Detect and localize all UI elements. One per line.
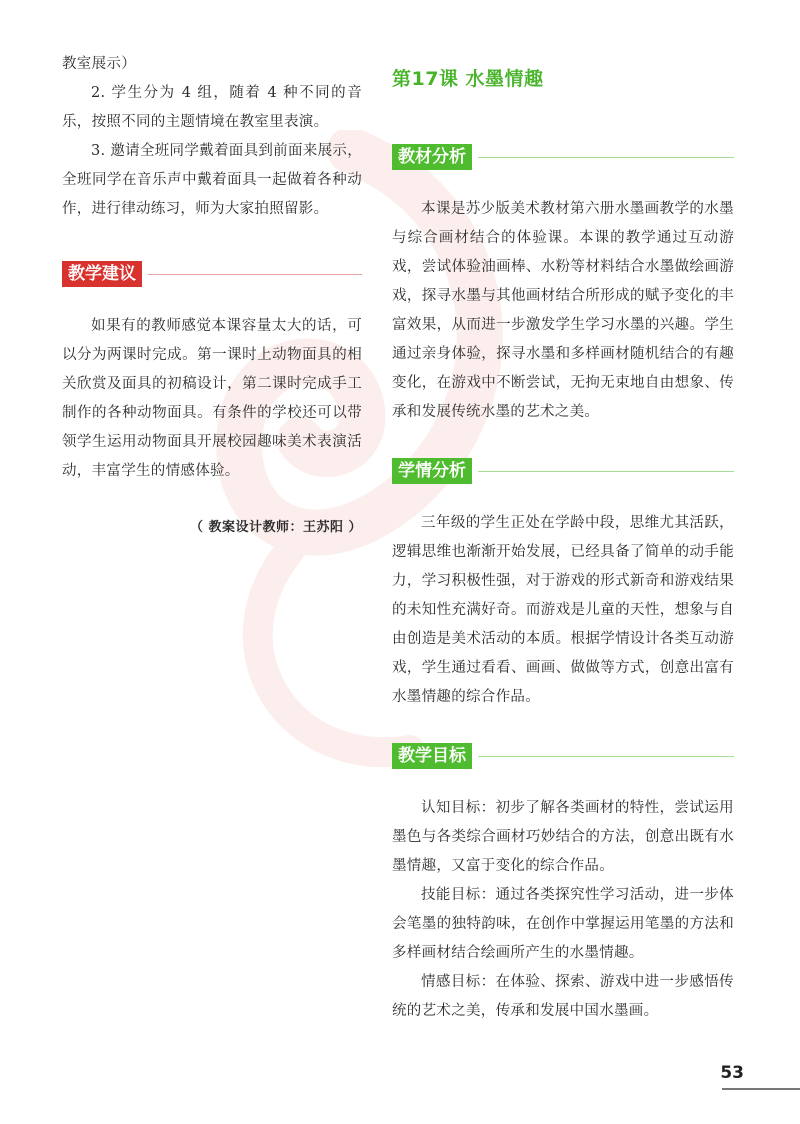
student-analysis-label: 学情分析	[392, 458, 472, 484]
page-number-rule	[722, 1088, 800, 1090]
teaching-suggestion-heading	[62, 260, 362, 288]
heading-rule	[148, 274, 362, 275]
student-analysis-heading	[392, 457, 734, 485]
intro-paragraph-1: 教室展示）	[62, 56, 136, 72]
heading-rule	[478, 157, 734, 158]
material-analysis-text: 本课是苏少版美术教材第六册水墨画教学的水墨与综合画材结合的体验课。本课的教学通过互动游戏，尝试体验油画棒、水粉等材料结合水墨做绘画游戏，探寻水墨与其他画材结合所形成的赋予变化的丰富效果，从而进一步激发学生学习水墨的兴趣。学生通过亲身体验，探寻水墨和多样画材随机结合的有趣变化，在游戏中不断尝试，无拘无束地自由想象、传承和发展传统水墨的艺术之美。	[392, 201, 734, 420]
lesson-title: 第17课 水墨情趣	[392, 68, 544, 90]
teaching-goals-heading	[392, 742, 734, 770]
teaching-goals-label: 教学目标	[392, 743, 472, 769]
goal-cognitive: 认知目标：初步了解各类画材的特性，尝试运用墨色与各类综合画材巧妙结合的方法，创意出既有水墨情趣，又富于变化的综合作品。	[392, 800, 734, 874]
intro-paragraph-3: 3. 邀请全班同学戴着面具到前面来展示，全班同学在音乐声中戴着面具一起做着各种动作，进行律动练习，师为大家拍照留影。	[62, 143, 362, 217]
student-analysis-text: 三年级的学生正处在学龄中段，思维尤其活跃，逻辑思维也渐渐开始发展，已经具备了简单的动手能力，学习积极性强，对于游戏的形式新奇和游戏结果的未知性充满好奇。而游戏是儿童的天性，想象与自由创造是美术活动的本质。根据学情设计各类互动游戏，学生通过看看、画画、做做等方式，创意出富有水墨情趣的综合作品。	[392, 515, 734, 705]
teaching-suggestion-text: 如果有的教师感觉本课容量太大的话，可以分为两课时完成。第一课时上动物面具的相关欣赏及面具的初稿设计，第二课时完成手工制作的各种动物面具。有条件的学校还可以带领学生运用动物面具开展校园趣味美术表演活动，丰富学生的情感体验。	[62, 318, 362, 479]
goal-skill: 技能目标：通过各类探究性学习活动，进一步体会笔墨的独特韵味，在创作中掌握运用笔墨的方法和多样画材结合绘画所产生的水墨情趣。	[392, 887, 734, 961]
heading-rule	[478, 471, 734, 472]
material-analysis-heading	[392, 143, 734, 171]
author-credit: （ 教案设计教师：王苏阳 ）	[189, 520, 362, 535]
page-number: 53	[720, 1063, 744, 1083]
teaching-suggestion-label: 教学建议	[62, 261, 142, 287]
material-analysis-label: 教材分析	[392, 144, 472, 170]
left-column	[62, 50, 362, 535]
goal-emotional: 情感目标：在体验、探索、游戏中进一步感悟传统的艺术之美，传承和发展中国水墨画。	[392, 974, 734, 1019]
intro-paragraph-2: 2. 学生分为 4 组，随着 4 种不同的音乐，按照不同的主题情境在教室里表演。	[62, 85, 362, 130]
right-column	[392, 50, 734, 1026]
heading-rule	[478, 756, 734, 757]
